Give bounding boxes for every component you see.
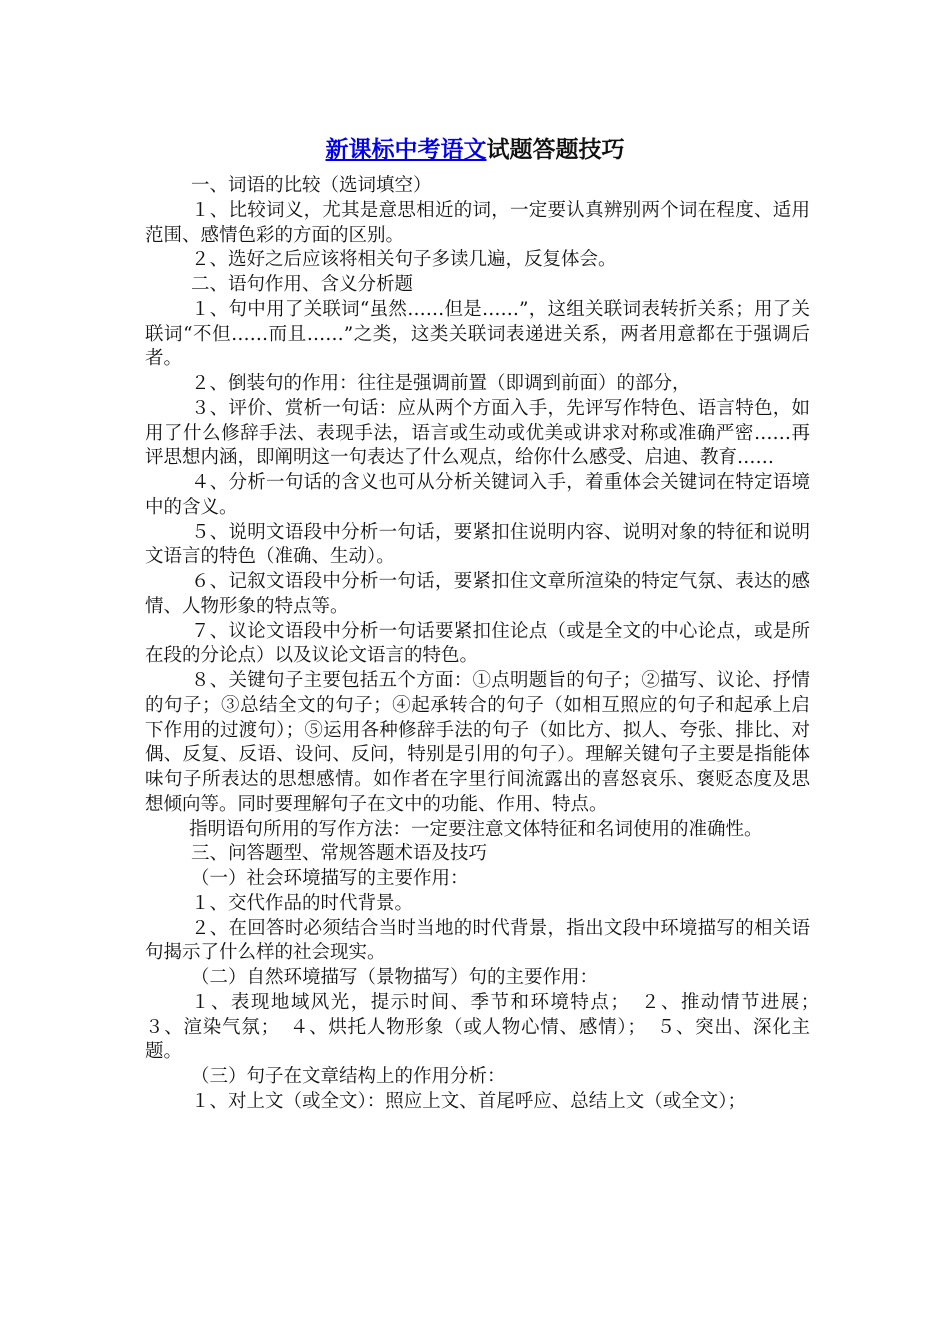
paragraph: ２、选好之后应该将相关句子多读几遍，反复体会。 xyxy=(191,249,617,271)
paragraph: ７、议论文语段中分析一句话要紧扣住论点（或是全文的中心论点，或是所在段的分论点）以及议论文语言的特色。 xyxy=(145,620,810,667)
section-heading-1: 一、词语的比较（选词填空） xyxy=(191,175,432,196)
section-heading-3: 三、问答题型、常规答题术语及技巧 xyxy=(191,843,488,865)
subsection-heading: （二）自然环境描写（景物描写）句的主要作用： xyxy=(191,967,599,988)
paragraph: １、比较词义，尤其是意思相近的词，一定要认真辨别两个词在程度、适用范围、感情色彩的方面的区别。 xyxy=(145,199,810,246)
paragraph: ６、记叙文语段中分析一句话，要紧扣住文章所渲染的特定气氛、表达的感情、人物形象的特点等。 xyxy=(145,571,810,617)
document-body xyxy=(145,174,829,1115)
page-title xyxy=(0,133,950,167)
paragraph: ５、说明文语段中分析一句话，要紧扣住说明内容、说明对象的特征和说明文语言的特色（准确、生动）。 xyxy=(145,521,810,568)
title-link[interactable]: 新课标中考语文 xyxy=(325,137,487,163)
paragraph: ８、关键句子主要包括五个方面：①点明题旨的句子；②描写、议论、抒情的句子；③总结全文的句子；④起承转合的句子（如相互照应的句子和起承上启下作用的过渡句）；⑤运用各种修辞手法的句子（如比方、拟人、夸张、排比、对偶、反复、反语、设问、反问，特别是引用的句子）。理解关键句子主要是指能体味句子所表达的思想感情。如作者在字里行间流露出的喜怒哀乐、褒贬态度及思想倾向等。同时要理解句子在文中的功能、作用、特点。 xyxy=(145,670,810,815)
paragraph: １、句中用了关联词“虽然……但是……”，这组关联词表转折关系；用了关联词“不但……而且……”之类，这类关联词表递进关系，两者用意都在于强调后者。 xyxy=(145,298,810,370)
paragraph: １、交代作品的时代背景。 xyxy=(191,892,414,914)
paragraph: １、对上文（或全文）：照应上文、首尾呼应、总结上文（或全文）； xyxy=(191,1090,747,1112)
paragraph: 指明语句所用的写作方法：一定要注意文体特征和名词使用的准确性。 xyxy=(189,818,763,840)
title-text: 试题答题技巧 xyxy=(486,137,625,163)
paragraph: １、表现地域风光，提示时间、季节和环境特点； ２、推动情节进展； ３、渲染气氛； ４、烘托人物形象（或人物心情、感情）； ５、突出、深化主题。 xyxy=(145,991,829,1063)
paragraph: ２、在回答时必须结合当时当地的时代背景，指出文段中环境描写的相关语句揭示了什么样的社会现实。 xyxy=(145,917,810,964)
paragraph: ４、分析一句话的含义也可从分析关键词入手，着重体会关键词在特定语境中的含义。 xyxy=(145,472,810,518)
subsection-heading: （一）社会环境描写的主要作用： xyxy=(191,868,469,889)
subsection-heading: （三）句子在文章结构上的作用分析： xyxy=(191,1066,506,1087)
paragraph: ２、倒装句的作用：往往是强调前置（即调到前面）的部分， xyxy=(191,373,691,394)
paragraph: ３、评价、赏析一句话：应从两个方面入手，先评写作特色、语言特色，如用了什么修辞手法、表现手法，语言或生动或优美或讲求对称或准确严密……再评思想内涵，即阐明这一句表达了什么观点，给你什么感受、启迪、教育…… xyxy=(145,397,810,469)
section-heading-2: 二、语句作用、含义分析题 xyxy=(191,274,414,295)
